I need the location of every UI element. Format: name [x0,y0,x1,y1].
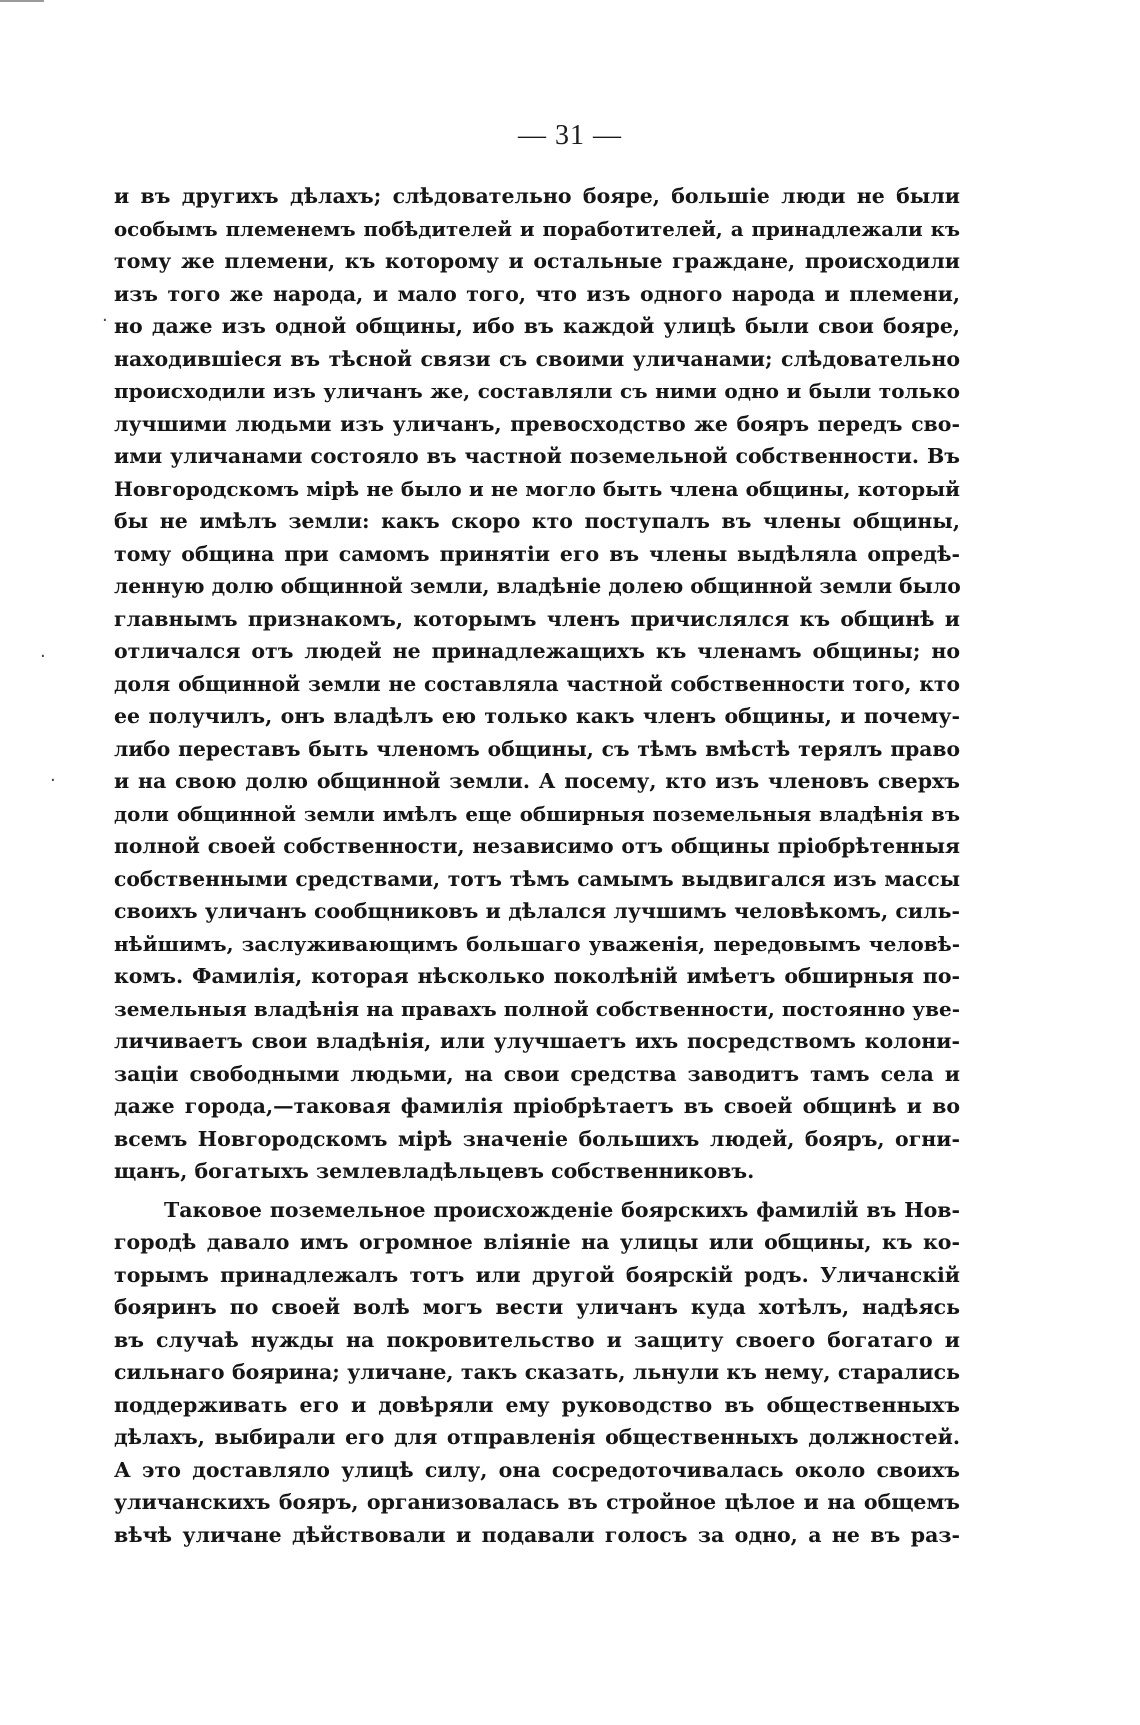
text-line: изъ того же народа, и мало того, что изъ одного народа и племени, [114,281,960,306]
text-line: даже города,—таковая фамилія пріобрѣтаетъ въ своей общинѣ и во [114,1094,960,1118]
text-line: собственными средствами, тотъ тѣмъ самымъ выдвигался изъ массы [114,866,960,891]
text-line: либо переставъ быть членомъ общины, съ тѣмъ вмѣстѣ терялъ право [114,736,960,761]
text-line: отличался отъ людей не принадлежащихъ къ членамъ общины; но [114,639,960,663]
text-line: щанъ, богатыхъ землевладѣльцевъ собственниковъ. [114,1159,755,1183]
text-line: комъ. Фамилія, которая нѣсколько поколѣній имѣетъ обширныя по- [114,964,960,988]
text-line: личиваетъ свои владѣнія, или улучшаетъ ихъ посредствомъ колони- [114,1029,960,1053]
paragraph [114,180,960,1188]
text-line: происходили изъ уличанъ же, составляли съ ними одно и были только [114,379,960,403]
text-line: лучшими людьми изъ уличанъ, превосходство же бояръ передъ сво- [114,411,960,436]
text-line: А это доставляло улицѣ силу, она сосредоточивалась около своихъ [114,1457,960,1482]
text-line: ленную долю общинной земли, владѣніе долею общинной земли было [114,574,961,598]
text-line: въ случаѣ нужды на покровительство и защиту своего богатаго и [114,1327,960,1352]
text-line: торымъ принадлежалъ тотъ или другой боярскій родъ. Уличанскій [114,1262,960,1287]
page-number: — 31 — [518,120,622,151]
text-line: ими уличанами состояло въ частной поземельной собственности. Въ [114,444,960,468]
text-line: тому же племени, къ которому и остальные граждане, происходили [114,249,960,273]
text-line: городѣ давало имъ огромное вліяніе на улицы или общины, къ ко- [114,1230,960,1254]
text-line: земельныя владѣнія на правахъ полной собственности, постоянно уве- [114,996,960,1021]
body-text [114,180,960,1551]
margin-mark: · [50,770,56,791]
text-line: ее получилъ, онъ владѣлъ ею только какъ членъ общины, и почему- [114,704,960,728]
margin-mark: · [40,646,46,667]
text-line: своихъ уличанъ сообщниковъ и дѣлался лучшимъ человѣкомъ, силь- [114,899,960,923]
text-line: находившіеся въ тѣсной связи съ своими уличанами; слѣдовательно [114,346,960,371]
text-line: всемъ Новгородскомъ мірѣ значеніе большихъ людей, бояръ, огни- [114,1126,960,1151]
paragraph [114,1194,960,1552]
text-line: бы не имѣлъ земли: какъ скоро кто поступалъ въ члены общины, [114,509,960,533]
text-line: и на свою долю общинной земли. А посему, кто изъ членовъ сверхъ [114,769,960,793]
text-line: нѣйшимъ, заслуживающимъ большаго уваженія, передовымъ человѣ- [114,931,960,956]
text-line: и въ другихъ дѣлахъ; слѣдовательно бояре, большіе люди не были [114,184,960,208]
text-line: но даже изъ одной общины, ибо въ каждой улицѣ были свои бояре, [114,314,960,338]
text-line: бояринъ по своей волѣ могъ вести уличанъ куда хотѣлъ, надѣясь [114,1295,960,1319]
text-line: главнымъ признакомъ, которымъ членъ причислялся къ общинѣ и [114,606,960,631]
text-line: заціи свободными людьми, на свои средства заводитъ тамъ села и [114,1061,960,1086]
text-line: дѣлахъ, выбирали его для отправленія общественныхъ должностей. [114,1425,960,1449]
text-line: Таковое поземельное происхожденіе боярскихъ фамилій въ Нов- [164,1197,960,1222]
text-line: поддерживать его и довѣряли ему руководство въ общественныхъ [114,1392,960,1417]
text-line: доли общинной земли имѣлъ еще обширныя поземельныя владѣнія въ [114,801,960,826]
text-line: уличанскихъ бояръ, организовалась въ стройное цѣлое и на общемъ [114,1490,960,1514]
text-line: сильнаго боярина; уличане, такъ сказать, льнули къ нему, старались [114,1360,960,1384]
scan-edge-line [0,0,44,2]
text-line: Новгородскомъ мірѣ не было и не могло быть члена общины, который [114,476,960,501]
text-line: полной своей собственности, независимо отъ общины пріобрѣтенныя [114,834,960,858]
text-line: вѣчѣ уличане дѣйствовали и подавали голосъ за одно, а не въ раз- [114,1522,960,1547]
margin-mark: · [102,310,108,331]
text-line: тому община при самомъ принятіи его въ члены выдѣляла опредѣ- [114,541,960,566]
text-line: доля общинной земли не составляла частной собственности того, кто [114,671,960,696]
text-line: особымъ племенемъ побѣдителей и поработителей, а принадлежали къ [114,216,960,241]
